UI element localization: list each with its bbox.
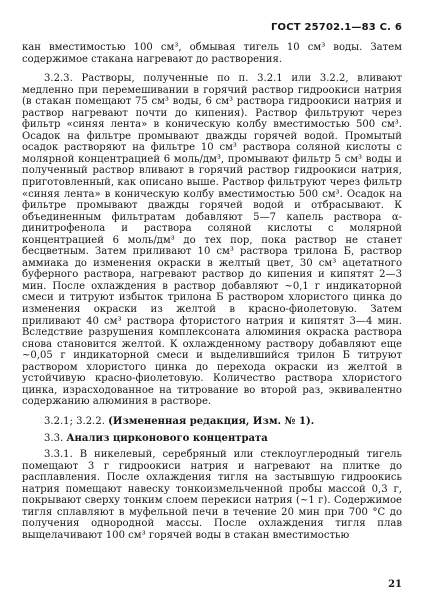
section-prefix: 3.3.: [44, 432, 67, 444]
amendment-note: [22, 416, 402, 428]
paragraph-continuation: кан вместимостью 100 см³, обмывая тигель 10 см³ воды. Затем содержимое стакана нагревают до растворения.: [22, 42, 402, 65]
section-heading-3-3: [22, 433, 402, 445]
page-number: 21: [388, 579, 402, 590]
paragraph-3-3-1: 3.3.1. В никелевый, серебряный или стеклоуглеродный тигель помещают 3 г гидроокиси натрия и нагревают на плитке до расплавления. После охлаждения тигля на застывшую гидроокись натрия помещают навеску тонкоизмельченной пробы массой 0,3 г, покрывают сверху тонким слоем перекиси натрия (~1 г). Содержимое тигля сплавляют в муфельной печи в течение 20 мин при 700 °С до получения однородной массы. После охлаждения тигля плав выщелачивают 100 см³ горячей воды в стакан вместимостью: [22, 449, 402, 541]
paragraph-3-2-3: 3.2.3. Растворы, полученные по п. 3.2.1 или 3.2.2, вливают медленно при перемешивании в горячий раствор гидроокиси натрия (в стакан помещают 75 см³ воды, 6 см³ раствора гидроокиси натрия и раствор нагревают почти до кипения). Раствор фильтруют через фильтр «синяя лента» в коническую колбу вместимостью 500 см³. Осадок на фильтре промывают дважды горячей водой. Промытый осадок растворяют на фильтре 10 см³ раствора соляной кислоты с молярной концентрацией 6 моль/дм³, промывают фильтр 5 см³ воды и полученный раствор вливают в горячий раствор гидроокиси натрия, приготовленный, как описано выше. Раствор фильтруют через фильтр «синяя лента» в коническую колбу вместимостью 500 см³. Осадок на фильтре промывают дважды горячей водой и отбрасывают. К объединенным фильтратам добавляют 5—7 капель раствора α-динитрофенола и раствора соляной кислоты с молярной концентрацией 6 моль/дм³ до тех пор, пока раствор не станет бесцветным. Затем приливают 10 см³ раствора трилона Б, раствор аммиака до изменения окраски в желтый цвет, 30 см³ ацетатного буферного раствора, нагревают раствор до кипения и кипятят 2—3 мин. После охлаждения в раствор добавляют ~0,1 г индикаторной смеси и титруют избыток трилона Б раствором хлористого цинка до изменения окраски из желтой в красно-фиолетовую. Затем приливают 40 см³ раствора фтористого натрия и кипятят 3—4 мин. Вследствие разрушения комплексоната алюминия окраска раствора снова становится желтой. К охлажденному раствору добавляют еще ~0,05 г индикаторной смеси и выделившийся трилон Б титруют раствором хлористого цинка до перехода окраски из желтой в устойчивую красно-фиолетовую. Количество раствора хлористого цинка, израсходованное на титрование во второй раз, эквивалентно содержанию алюминия в растворе.: [22, 73, 402, 408]
running-header: ГОСТ 25702.1—83 С. 6: [270, 22, 402, 33]
amendment-note-bold: (Измененная редакция, Изм. № 1).: [108, 415, 315, 427]
document-body: [22, 42, 402, 541]
amendment-prefix: 3.2.1; 3.2.2.: [44, 415, 109, 427]
section-title-bold: Анализ цирконового концентрата: [66, 432, 268, 444]
